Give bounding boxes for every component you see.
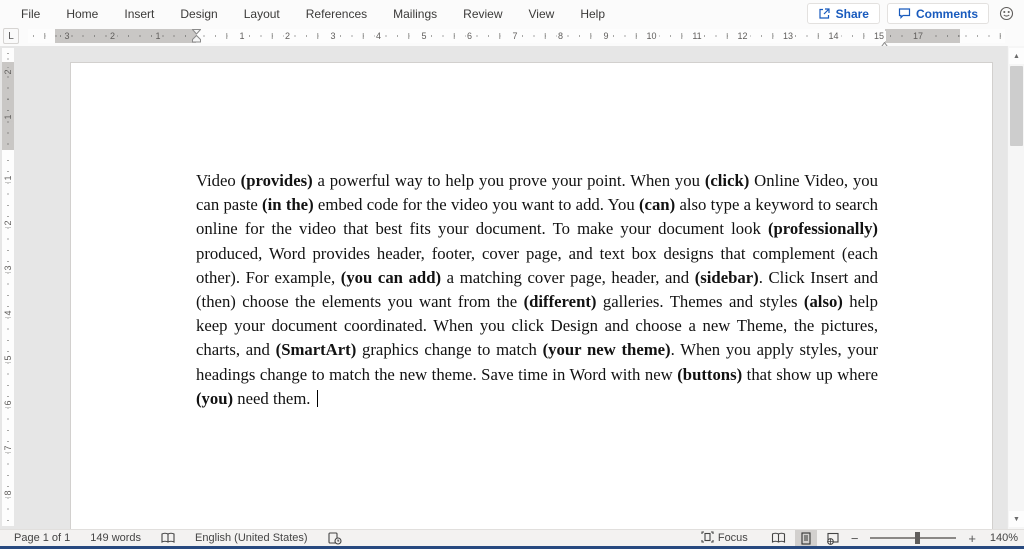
menu-bar <box>0 0 1024 27</box>
ruler-number: 1 <box>239 31 245 41</box>
text-run: Online Video, you can paste <box>196 171 878 215</box>
ruler-number: 2 <box>3 69 13 75</box>
ruler-row <box>0 27 1024 46</box>
text-run: galleries. Themes and styles <box>596 292 804 312</box>
paragraph-runs <box>196 171 878 408</box>
text-run: also type a keyword to search online for the video that best fits your document. To make your document look <box>196 195 878 239</box>
zoom-slider[interactable] <box>870 537 956 539</box>
text-run: . Click Insert and (then) choose the elements you want from the <box>196 267 878 312</box>
ruler-number: 17 <box>912 31 924 41</box>
text-run: help keep your document coordinated. When you click Design and choose a new Theme, the pictures, charts, and <box>196 292 878 360</box>
zoom-slider-thumb[interactable] <box>915 532 920 544</box>
ruler-number: 9 <box>603 31 609 41</box>
menu-bar-items <box>0 7 618 21</box>
menu-item-mailings[interactable]: Mailings <box>393 6 438 21</box>
ruler-number: 14 <box>828 31 839 41</box>
focus-icon <box>701 531 714 546</box>
scroll-down-button[interactable]: ▼ <box>1009 511 1024 527</box>
menu-item-design[interactable]: Design <box>180 6 218 21</box>
print-layout-button[interactable] <box>795 530 817 546</box>
focus-label: Focus <box>717 532 748 544</box>
zoom-out-button[interactable]: − <box>850 530 859 546</box>
text-run: . When you apply styles, your headings change to match the new theme. Save time in Word with new <box>196 340 878 384</box>
text-run: (also) <box>803 292 843 312</box>
ruler-number: 4 <box>375 31 382 41</box>
top-right-controls <box>807 0 1016 27</box>
ruler-right-margin <box>885 29 960 43</box>
text-run: graphics change to match <box>356 340 543 360</box>
ruler-number: 5 <box>421 31 427 41</box>
vertical-scrollbar[interactable] <box>1007 46 1024 529</box>
ruler-number: 4 <box>3 310 13 316</box>
horizontal-ruler[interactable] <box>28 29 1005 43</box>
text-run: that show up where <box>742 364 878 384</box>
text-run: Video <box>196 171 241 190</box>
feedback-smiley-icon[interactable] <box>996 4 1016 24</box>
text-run: (your new theme) <box>542 340 671 360</box>
ruler-number: 2 <box>109 31 116 41</box>
text-run: (you) <box>196 388 234 408</box>
text-run: (you can add) <box>340 267 442 287</box>
ruler-number: 7 <box>3 445 13 451</box>
tab-stop-selector[interactable]: L <box>3 28 19 44</box>
vertical-ruler-top-margin <box>2 62 14 150</box>
ruler-number: 6 <box>466 31 473 41</box>
document-area <box>0 46 1024 529</box>
text-run: a powerful way to help you prove your point. When you <box>312 171 705 190</box>
text-run: (in the) <box>262 195 314 215</box>
menu-item-file[interactable]: File <box>21 6 41 21</box>
menu-item-view[interactable]: View <box>528 6 555 21</box>
comments-label: Comments <box>915 6 978 21</box>
language-status[interactable]: English (United States) <box>195 532 308 544</box>
text-run: produced, Word provides header, footer, cover page, and text box designs that complement (each other). For example, <box>196 243 878 287</box>
menu-item-home[interactable]: Home <box>66 6 99 21</box>
ruler-number: 5 <box>3 355 13 361</box>
comments-button[interactable] <box>887 3 989 24</box>
text-run: (buttons) <box>677 364 743 384</box>
ruler-left-margin <box>55 29 196 43</box>
ruler-number: 3 <box>3 265 13 271</box>
word-count[interactable]: 149 words <box>90 532 142 544</box>
proofing-book-icon[interactable] <box>155 530 181 546</box>
page-indicator[interactable]: Page 1 of 1 <box>14 532 71 544</box>
status-left <box>0 530 348 546</box>
ruler-number: 12 <box>737 31 748 41</box>
ruler-number: 3 <box>64 31 70 41</box>
share-icon <box>818 7 831 20</box>
focus-button[interactable] <box>701 531 762 546</box>
ruler-number: 10 <box>646 31 657 41</box>
ruler-number: 13 <box>782 31 794 41</box>
ruler-number: 8 <box>3 490 13 496</box>
ruler-number: 1 <box>155 31 161 41</box>
text-run: (SmartArt) <box>275 340 357 360</box>
ruler-number: 1 <box>3 175 13 181</box>
ruler-number: 2 <box>3 220 13 226</box>
ruler-number: 6 <box>3 400 13 406</box>
ruler-number: 8 <box>557 31 564 41</box>
ruler-number: 2 <box>284 31 291 41</box>
read-mode-button[interactable] <box>766 530 791 546</box>
vertical-ruler[interactable] <box>2 48 14 526</box>
scrollbar-thumb[interactable] <box>1010 66 1023 146</box>
ruler-number: 1 <box>3 114 13 120</box>
text-run: a matching cover page, header, and <box>441 267 695 287</box>
ruler-number: 3 <box>330 31 336 41</box>
menu-item-layout[interactable]: Layout <box>243 6 280 21</box>
menu-item-insert[interactable]: Insert <box>124 6 155 21</box>
menu-item-references[interactable]: References <box>305 6 368 21</box>
text-run: (provides) <box>240 171 313 190</box>
document-page[interactable] <box>70 62 993 529</box>
zoom-in-button[interactable]: + <box>968 530 976 546</box>
text-run: (can) <box>639 195 676 215</box>
scroll-up-button[interactable]: ▲ <box>1009 48 1024 64</box>
share-button[interactable] <box>807 3 880 24</box>
text-run: (click) <box>704 171 750 190</box>
text-run: need them. <box>233 388 315 408</box>
share-label: Share <box>835 6 869 21</box>
text-run: embed code for the video you want to add. You <box>313 195 639 215</box>
ruler-number: 7 <box>512 31 518 41</box>
text-cursor <box>317 390 318 407</box>
document-paragraph[interactable] <box>196 169 878 411</box>
zoom-level[interactable]: 140% <box>989 532 1018 544</box>
text-run: (sidebar) <box>694 267 759 287</box>
status-right <box>701 530 1024 546</box>
web-layout-button[interactable] <box>821 530 845 546</box>
ruler-number: 11 <box>692 31 702 41</box>
menu-item-help[interactable]: Help <box>580 6 605 21</box>
comments-icon <box>898 7 911 20</box>
ruler-number: 15 <box>873 31 885 41</box>
text-predictions-icon[interactable] <box>322 530 348 546</box>
status-bar <box>0 529 1024 546</box>
menu-item-review[interactable]: Review <box>463 6 503 21</box>
text-run: (different) <box>523 292 597 312</box>
text-run: (professionally) <box>767 219 878 239</box>
